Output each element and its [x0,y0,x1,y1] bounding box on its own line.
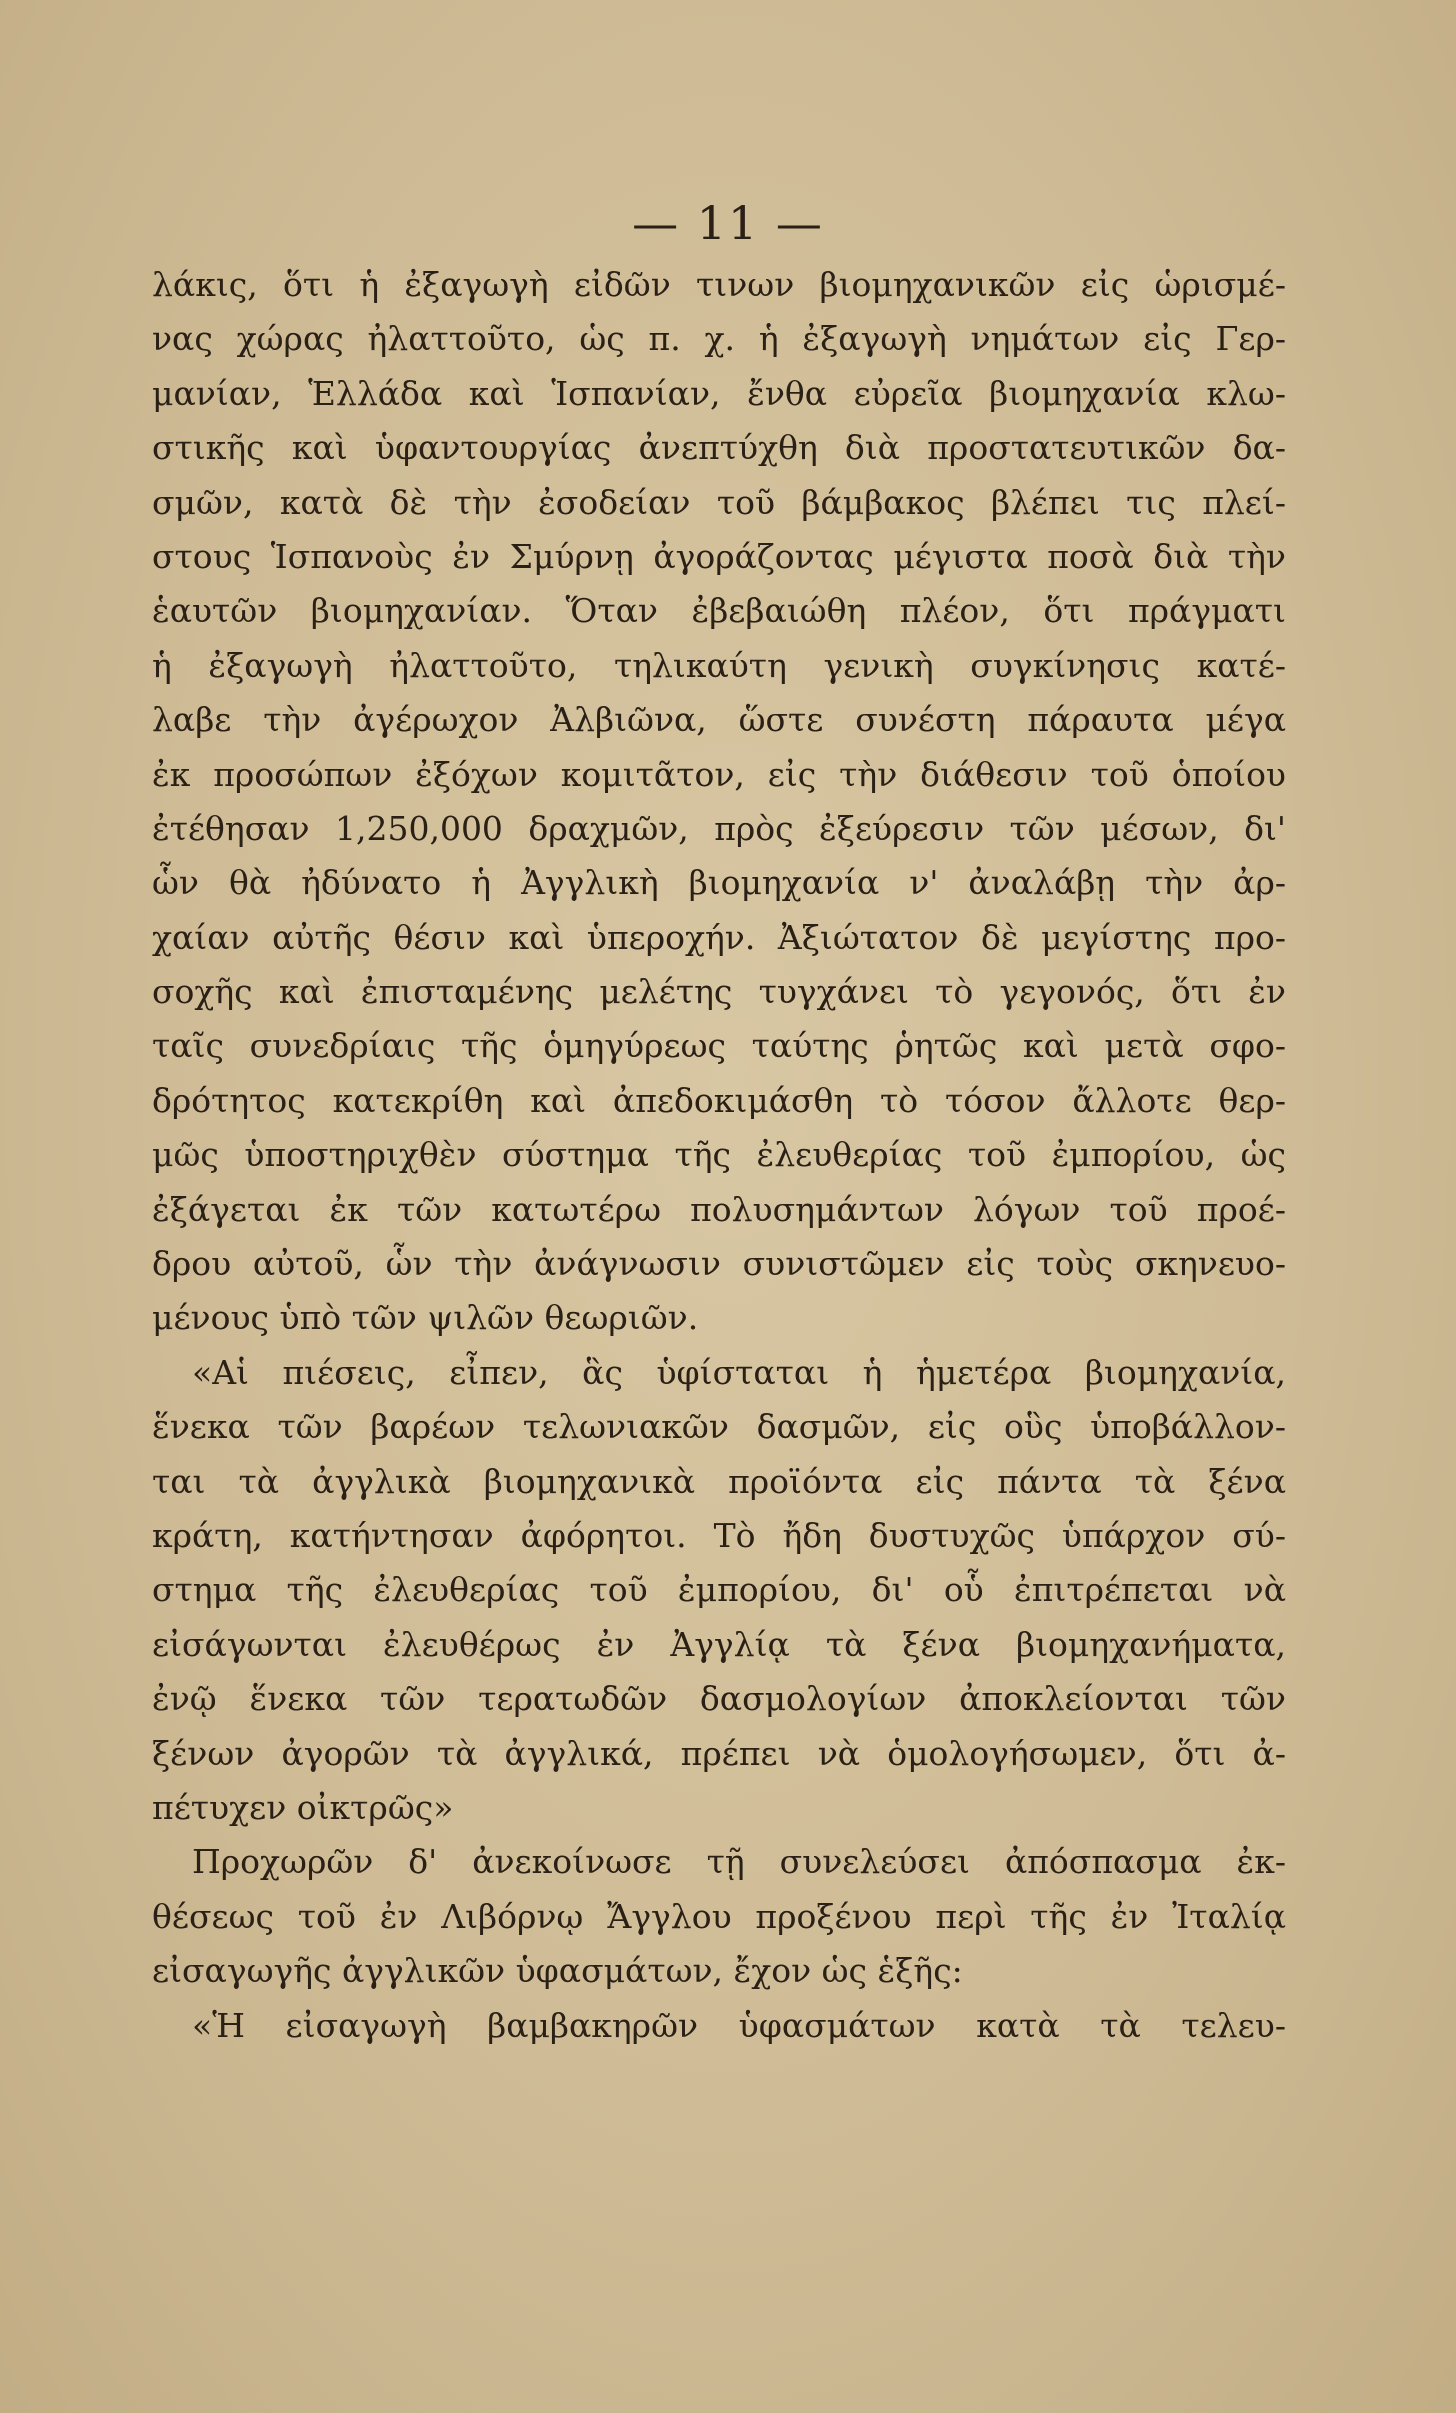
text-line: ἐκ προσώπων ἐξόχων κομιτᾶτον, εἰς τὴν διάθεσιν τοῦ ὁποίου [152,754,1286,794]
text-line: μῶς ὑποστηριχθὲν σύστημα τῆς ἐλευθερίας τοῦ ἐμπορίου, ὡς [152,1135,1286,1175]
quote-line: ξένων ἀγορῶν τὰ ἀγγλικά, πρέπει νὰ ὁμολογήσωμεν, ὅτι ἀ- [152,1733,1286,1773]
text-line: μανίαν, Ἑλλάδα καὶ Ἱσπανίαν, ἔνθα εὐρεῖα βιομηχανία κλω- [152,373,1286,413]
text-line: θέσεως τοῦ ἐν Λιβόρνῳ Ἄγγλου προξένου περὶ τῆς ἐν Ἰταλίᾳ [152,1896,1286,1936]
text-line: ἐτέθησαν 1,250,000 δραχμῶν, πρὸς ἐξεύρεσιν τῶν μέσων, δι' [152,808,1286,848]
text-line: δρου αὐτοῦ, ὧν τὴν ἀνάγνωσιν συνιστῶμεν εἰς τοὺς σκηνευο- [152,1244,1286,1284]
text-line: δρότητος κατεκρίθη καὶ ἀπεδοκιμάσθη τὸ τόσον ἄλλοτε θερ- [152,1080,1286,1120]
quote-line: πέτυχεν οἰκτρῶς» [152,1787,454,1827]
page-number: — 11 — [632,196,824,250]
text-line: μένους ὑπὸ τῶν ψιλῶν θεωριῶν. [152,1298,699,1338]
text-line: εἰσαγωγῆς ἀγγλικῶν ὑφασμάτων, ἔχον ὡς ἑξῆς: [152,1951,963,1991]
text-line: Προχωρῶν δ' ἀνεκοίνωσε τῇ συνελεύσει ἀπόσπασμα ἐκ- [192,1842,1286,1882]
text-line: χαίαν αὐτῆς θέσιν καὶ ὑπεροχήν. Ἀξιώτατον δὲ μεγίστης προ- [152,917,1286,957]
body-text [152,258,1286,2053]
quote-line: εἰσάγωνται ἐλευθέρως ἐν Ἀγγλίᾳ τὰ ξένα βιομηχανήματα, [152,1624,1286,1664]
text-line: ὧν θὰ ἠδύνατο ἡ Ἀγγλικὴ βιομηχανία ν' ἀναλάβῃ τὴν ἀρ- [152,863,1286,903]
text-line: σοχῆς καὶ ἐπισταμένης μελέτης τυγχάνει τὸ γεγονός, ὅτι ἐν [152,972,1286,1012]
quote-line: ἕνεκα τῶν βαρέων τελωνιακῶν δασμῶν, εἰς οὓς ὑποβάλλον- [152,1407,1286,1447]
text-line: ταῖς συνεδρίαις τῆς ὁμηγύρεως ταύτης ῥητῶς καὶ μετὰ σφο- [152,1026,1286,1066]
text-line: ἑαυτῶν βιομηχανίαν. Ὅταν ἐβεβαιώθη πλέον, ὅτι πράγματι [152,591,1286,631]
quote-line: κράτη, κατήντησαν ἀφόρητοι. Τὸ ἤδη δυστυχῶς ὑπάρχον σύ- [152,1515,1286,1555]
quote-line: ἐνῷ ἕνεκα τῶν τερατωδῶν δασμολογίων ἀποκλείονται τῶν [152,1679,1286,1719]
text-line: ἡ ἐξαγωγὴ ἠλαττοῦτο, τηλικαύτη γενικὴ συγκίνησις κατέ- [152,645,1286,685]
text-line: ἐξάγεται ἐκ τῶν κατωτέρω πολυσημάντων λόγων τοῦ προέ- [152,1189,1286,1229]
quote-line: «Ἡ εἰσαγωγὴ βαμβακηρῶν ὑφασμάτων κατὰ τὰ τελευ- [192,2005,1286,2045]
text-line: στικῆς καὶ ὑφαντουργίας ἀνεπτύχθη διὰ προστατευτικῶν δα- [152,428,1286,468]
text-line: νας χώρας ἠλαττοῦτο, ὡς π. χ. ἡ ἐξαγωγὴ νημάτων εἰς Γερ- [152,319,1286,359]
quote-line: στημα τῆς ἐλευθερίας τοῦ ἐμπορίου, δι' οὗ ἐπιτρέπεται νὰ [152,1570,1286,1610]
text-line: σμῶν, κατὰ δὲ τὴν ἐσοδείαν τοῦ βάμβακος βλέπει τις πλεί- [152,482,1286,522]
quote-line: «Αἱ πιέσεις, εἶπεν, ἃς ὑφίσταται ἡ ἡμετέρα βιομηχανία, [192,1352,1286,1392]
quote-line: ται τὰ ἀγγλικὰ βιομηχανικὰ προϊόντα εἰς πάντα τὰ ξένα [152,1461,1286,1501]
text-line: λάκις, ὅτι ἡ ἐξαγωγὴ εἰδῶν τινων βιομηχανικῶν εἰς ὡρισμέ- [152,265,1286,304]
text-line: λαβε τὴν ἀγέρωχον Ἀλβιῶνα, ὥστε συνέστη πάραυτα μέγα [152,700,1286,740]
text-line: στους Ἱσπανοὺς ἐν Σμύρνῃ ἀγοράζοντας μέγιστα ποσὰ διὰ τὴν [152,536,1286,576]
